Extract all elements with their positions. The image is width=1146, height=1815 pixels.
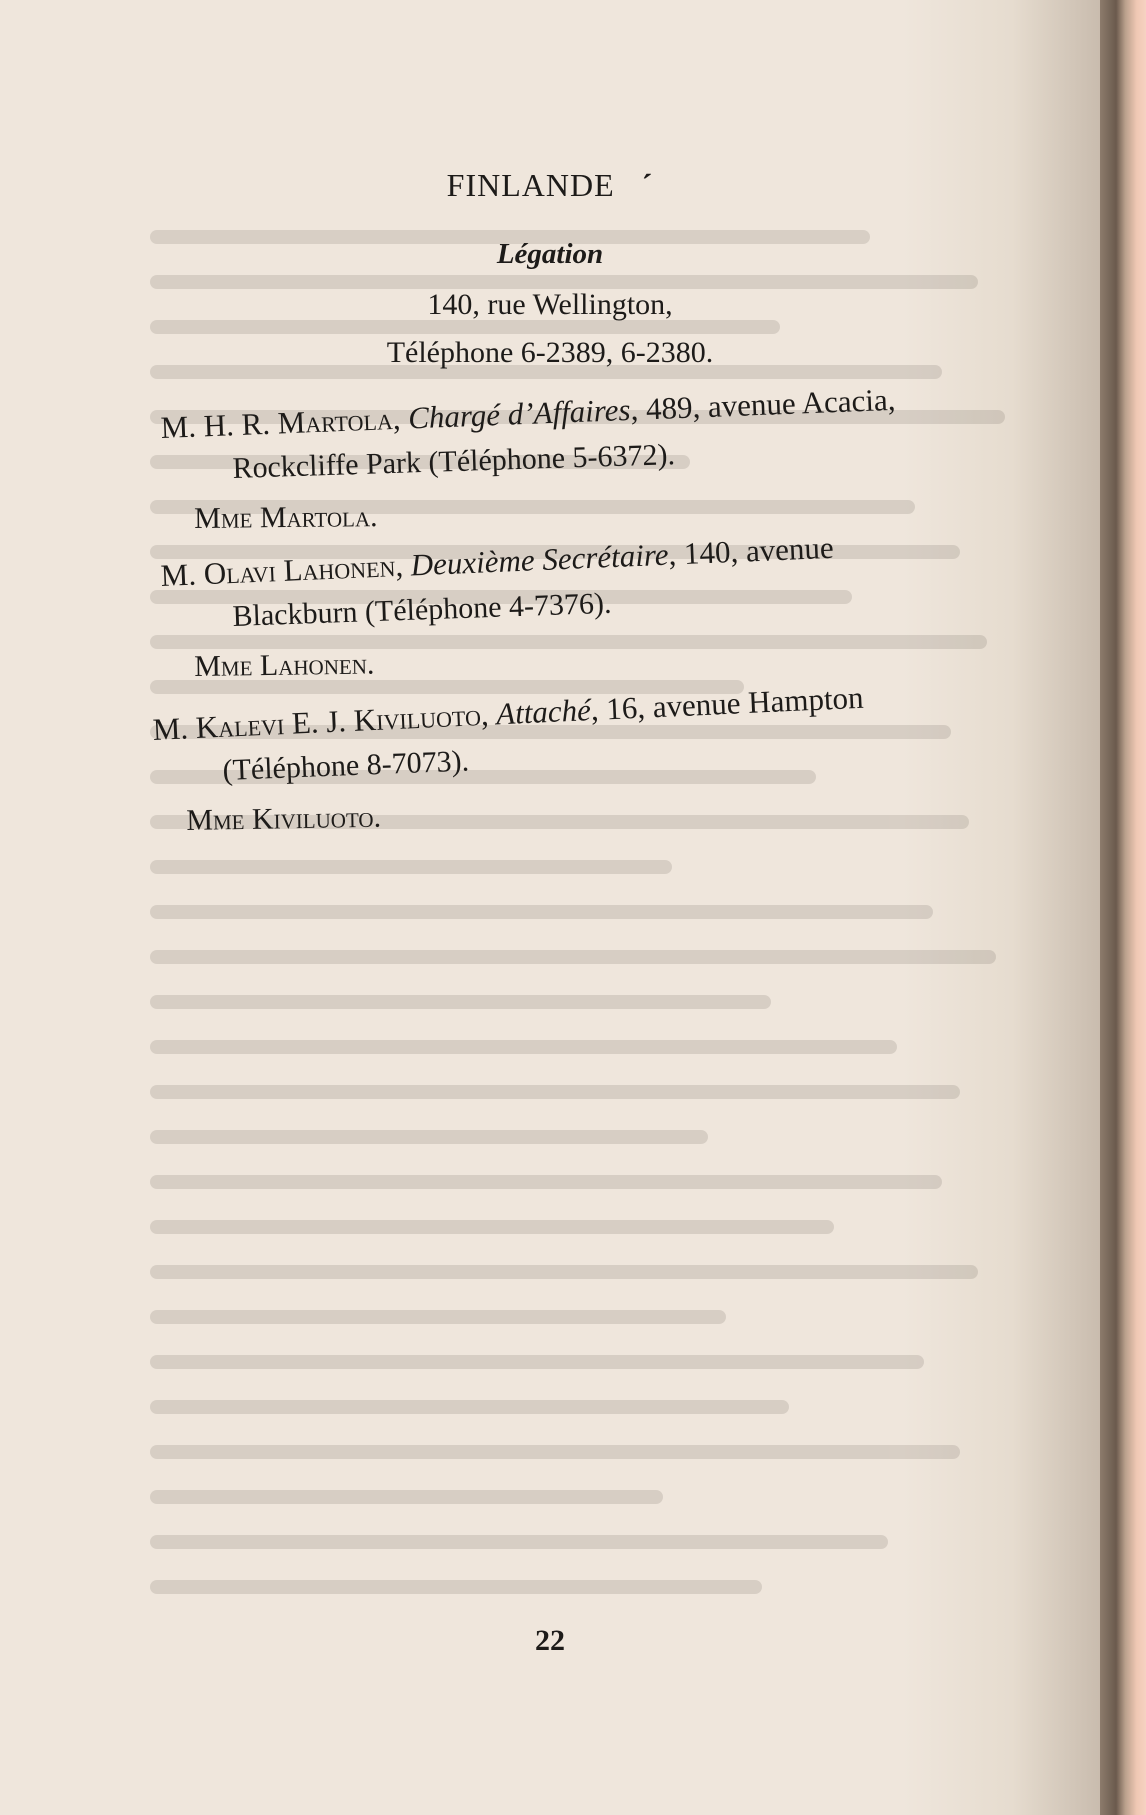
entry-title: Chargé d’Affaires — [407, 391, 632, 436]
entry-surname: Olavi Lahonen — [203, 548, 396, 592]
mission-telephone: Téléphone 6-2389, 6-2380. — [386, 336, 714, 369]
mission-type: Légation — [496, 238, 604, 270]
entry-line-2: Blackburn (Téléphone 4-7376). — [232, 586, 612, 633]
entry-surname: Martola — [277, 401, 394, 441]
country-name: FINLANDE — [446, 167, 615, 203]
entry-address: , 16, avenue Hampton — [590, 679, 865, 728]
entry-title: Attaché — [495, 692, 592, 732]
entry-prefix: M. H. R. — [160, 405, 279, 445]
entry-spouse: Mme Lahonen. — [194, 647, 375, 683]
entry-line-1: M. Kalevi E. J. Kiviluoto, Attaché, 16, avenue Hampton — [152, 679, 865, 747]
country-accent-mark: ´ — [641, 167, 654, 203]
book-spine-edge — [1100, 0, 1146, 1815]
entry-surname: Kalevi E. J. Kiviluoto — [195, 697, 482, 746]
entry-prefix: M. — [152, 710, 197, 747]
entry-address: , 140, avenue — [667, 529, 835, 572]
entry-spouse: Mme Kiviluoto. — [186, 800, 382, 837]
entry-line-1: M. Olavi Lahonen, Deuxième Secrétaire, 140, avenue — [160, 529, 835, 593]
entry-line-2: (Téléphone 8-7073). — [222, 744, 470, 787]
entry-address: , 489, avenue Acacia, — [629, 381, 897, 427]
page-number: 22 — [535, 1624, 565, 1657]
entry-line-2: Rockcliffe Park (Téléphone 5-6372). — [232, 438, 676, 485]
entry-title: Deuxième Secrétaire — [410, 536, 670, 583]
entry-spouse: Mme Martola. — [194, 500, 378, 535]
entry-prefix: M. — [160, 556, 205, 593]
entry-line-1: M. H. R. Martola, Chargé d’Affaires, 489, avenue Acacia, — [160, 381, 897, 445]
country-heading — [0, 168, 1100, 202]
mission-address: 140, rue Wellington, — [427, 288, 673, 321]
